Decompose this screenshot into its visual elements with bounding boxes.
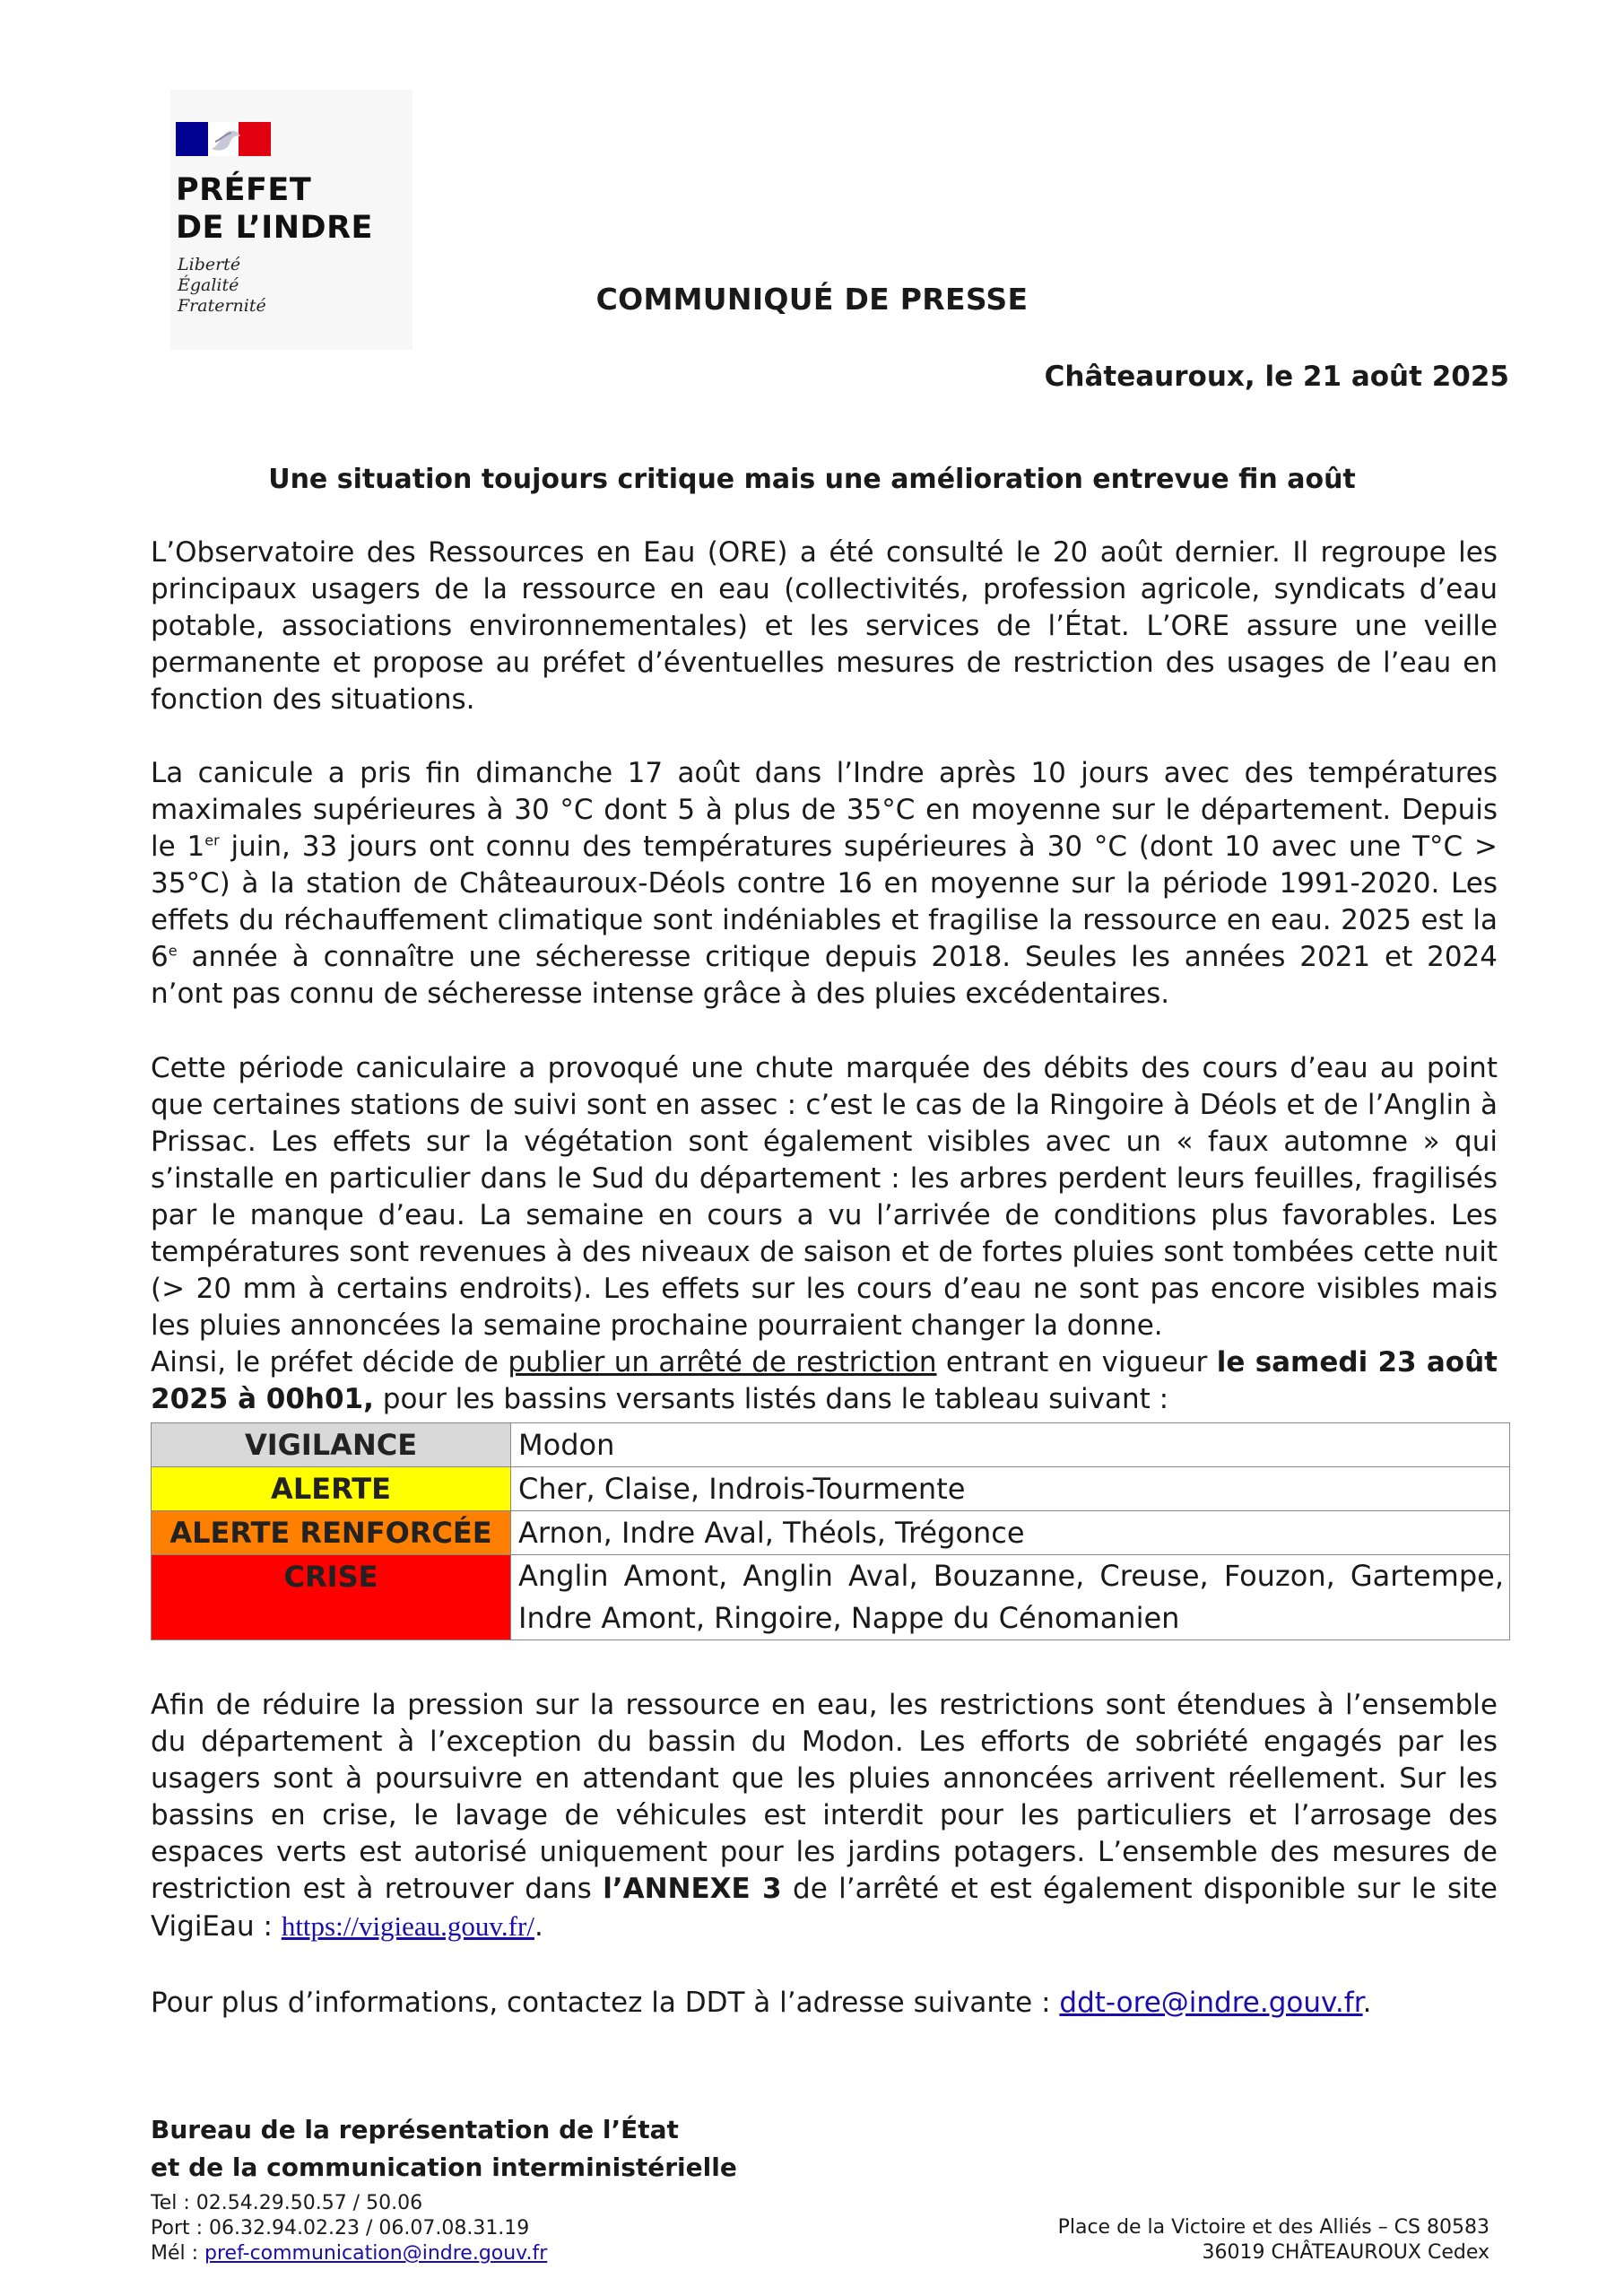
paragraph-text: Cette période caniculaire a provoqué une chute marquée des débits des cours d’eau au point que certaines stations de suivi sont en assec : c’est le cas de la Ringoire à Déols et de l’Anglin à Prissac. Les effets sur la végétation sont également visibles avec un « faux automne » qui s’installe en particulier dans le Sud du département : les arbres perdent leurs feuilles, fragilisés par le manque d’eau. La semaine en cours a vu l’arrivée de conditions plus favorables. Les températures sont revenues à des niveaux de saison et de fortes pluies sont tombées cette nuit (> 20 mm à certains endroits). Les effets sur les cours d’eau ne sont pas encore visibles mais les pluies annoncées la semaine prochaine pourraient changer la donne.: [151, 1052, 1498, 1342]
footer-tel: Tel : 02.54.29.50.57 / 50.06: [151, 2192, 423, 2214]
table-row: [152, 1555, 1510, 1640]
ddt-email-link[interactable]: ddt-ore@indre.gouv.fr: [1059, 1987, 1363, 2019]
level-cell-alerte-renforcee: ALERTE RENFORCÉE: [152, 1511, 511, 1555]
footer-address-line-1: Place de la Victoire et des Alliés – CS 80583: [1057, 2216, 1489, 2239]
text-run: Afin de réduire la pression sur la ressource en eau, les restrictions sont étendues à l’ensemble du département à l’exception du bassin du Modon. Les efforts de sobriété engagés par les usagers sont à poursuivre en attendant que les pluies annoncées arrivent réellement. Sur les bassins en crise, le lavage de véhicules est interdit pour les particuliers et l’arrosage des espaces verts est autorisé uniquement pour les jardins potagers. L’ensemble des mesures de restriction est à retrouver dans: [151, 1689, 1498, 1905]
superscript: er: [204, 831, 220, 849]
basins-cell: Cher, Claise, Indrois-Tourmente: [511, 1467, 1510, 1511]
text-run: Ainsi, le préfet décide de: [151, 1346, 508, 1378]
footer-contact: [151, 2191, 547, 2266]
paragraph-canicule: [151, 755, 1498, 1013]
level-cell-vigilance: VIGILANCE: [152, 1423, 511, 1467]
level-cell-alerte: ALERTE: [152, 1467, 511, 1511]
paragraph-text: [151, 755, 1498, 1013]
text-run: année à connaître une sécheresse critique depuis 2018. Seules les années 2021 et 2024 n’ont pas connu de sécheresse intense grâce à des pluies excédentaires.: [151, 941, 1498, 1010]
paragraph-periode: [151, 1050, 1498, 1418]
paragraph-ore: [151, 535, 1498, 718]
logo-line-1: PRÉFET: [176, 172, 312, 208]
basins-cell: Anglin Amont, Anglin Aval, Bouzanne, Creuse, Fouzon, Gartempe, Indre Amont, Ringoire, Nappe du Cénomanien: [511, 1555, 1510, 1640]
paragraph-mesures: [151, 1687, 1498, 1945]
footer-mel: [151, 2241, 547, 2266]
text-run: .: [534, 1910, 543, 1943]
marianne-flag-icon: [176, 122, 271, 156]
level-cell-crise: CRISE: [152, 1555, 511, 1640]
motto-egalite: Égalité: [178, 275, 239, 295]
bold-date: le samedi 23 août 2025 à 00h01,: [151, 1346, 1498, 1415]
text-run: Pour plus d’informations, contactez la DDT à l’adresse suivante :: [151, 1987, 1060, 2019]
text-run: La canicule a pris fin dimanche 17 août dans l’Indre après 10 jours avec des températures maximales supérieures à 30 °C dont 5 à plus de 35°C en moyenne sur le département. Depuis le 1: [151, 757, 1498, 863]
text-run: entrant en vigueur: [936, 1346, 1217, 1378]
footer-port: Port : 06.32.94.02.23 / 06.07.08.31.19: [151, 2217, 530, 2239]
date-line: Châteauroux, le 21 août 2025: [1044, 361, 1509, 393]
vigieau-link[interactable]: https://vigieau.gouv.fr/: [281, 1910, 534, 1942]
footer-org-line-2: et de la communication interministérielle: [151, 2152, 737, 2182]
table-row: [152, 1423, 1510, 1467]
subtitle: Une situation toujours critique mais une amélioration entrevue fin août: [268, 464, 1356, 495]
bold-annexe: l’ANNEXE 3: [603, 1873, 782, 1905]
paragraph-contact: [151, 1985, 1498, 2022]
basins-cell: Arnon, Indre Aval, Théols, Trégonce: [511, 1511, 1510, 1555]
superscript: e: [168, 942, 178, 960]
motto-fraternite: Fraternité: [178, 296, 266, 316]
document-title: COMMUNIQUÉ DE PRESSE: [595, 282, 1029, 317]
paragraph-text: [151, 1985, 1498, 2022]
table-row: [152, 1467, 1510, 1511]
text-run: pour les bassins versants listés dans le tableau suivant :: [373, 1383, 1169, 1415]
arrete-link[interactable]: publier un arrêté de restriction: [508, 1346, 937, 1378]
footer-mel-label: Mél :: [151, 2242, 205, 2265]
restriction-table: [151, 1422, 1510, 1640]
paragraph-text: L’Observatoire des Ressources en Eau (ORE) a été consulté le 20 août dernier. Il regroupe les principaux usagers de la ressource en eau (collectivités, profession agricole, syndicats d’eau potable, associations environnementales) et les services de l’État. L’ORE assure une veille permanente et propose au préfet d’éventuelles mesures de restriction des usages de l’eau en fonction des situations.: [151, 536, 1498, 716]
text-run: juin, 33 jours ont connu des températures supérieures à 30 °C (dont 10 avec une T°C > 35°C) à la station de Châteauroux-Déols contre 16 en moyenne sur la période 1991-2020. Les effets du réchauffement climatique sont indéniables et fragilise la ressource en eau. 2025 est la 6: [151, 831, 1498, 973]
paragraph-text: [151, 1687, 1498, 1945]
footer-address: [1058, 2215, 1489, 2266]
footer-address-line-2: 36019 CHÂTEAUROUX Cedex: [1202, 2241, 1489, 2264]
footer-organisation: [151, 2111, 737, 2187]
table-row: [152, 1511, 1510, 1555]
text-run: .: [1362, 1987, 1372, 2019]
text-run: de l’arrêté et est également disponible sur le site VigiEau :: [151, 1873, 1498, 1943]
communication-email-link[interactable]: pref-communication@indre.gouv.fr: [204, 2242, 548, 2265]
motto-liberte: Liberté: [178, 255, 241, 274]
paragraph-ainsi: [151, 1344, 1498, 1418]
basins-cell: Modon: [511, 1423, 1510, 1467]
footer-org-line-1: Bureau de la représentation de l’État: [151, 2115, 679, 2144]
logo-line-2: DE L’INDRE: [176, 210, 373, 246]
